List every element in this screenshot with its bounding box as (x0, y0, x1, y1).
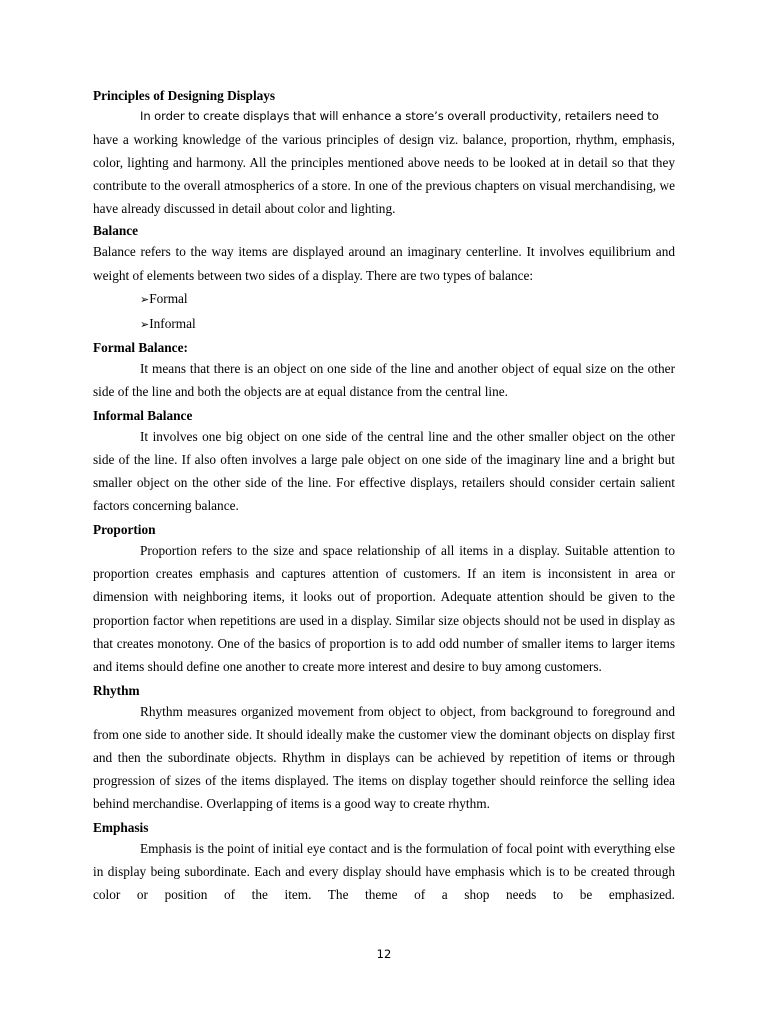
proportion-paragraph: Proportion refers to the size and space relationship of all items in a display. Suitable attention to proportion creates emphasis and captures attention of customers. If an item is inconsistent in area or dimension with neighboring items, it looks out of proportion. Adequate attention should be given to the proportion factor when repetitions are used in a display. Similar size objects should not be used in display as that creates monotony. One of the basics of proportion is to add odd number of smaller items to larger items and items should define one another to create more interest and desire to buy among customers. (93, 543, 675, 674)
list-item (140, 312, 675, 337)
heading-formal-balance: Formal Balance: (93, 339, 188, 355)
formal-balance-paragraph: It means that there is an object on one side of the line and another object of equal size on the other side of the line and both the objects are at equal distance from the central line. (93, 360, 675, 399)
list-item (140, 287, 675, 312)
rhythm-paragraph: Rhythm measures organized movement from object to object, from background to foreground and from one side to another side. It should ideally make the customer view the dominant objects on display first and then the subordinate objects. Rhythm in displays can be achieved by repetition of items or through progression of sizes of the items displayed. The items on display together should reinforce the selling idea behind merchandise. Overlapping of items is a good way to create rhythm. (93, 703, 675, 812)
list-item-label: Informal (149, 315, 196, 331)
heading-informal-balance: Informal Balance (93, 407, 193, 423)
list-item-label: Formal (149, 290, 188, 306)
balance-types-list (93, 287, 675, 337)
balance-paragraph: Balance refers to the way items are displayed around an imaginary centerline. It involves equilibrium and weight of elements between two sides of a display. There are two types of balance: (93, 244, 675, 283)
principles-body: have a working knowledge of the various principles of design viz. balance, proportion, rhythm, emphasis, color, lighting and harmony. All the principles mentioned above needs to be looked at in detail so that they contribute to the overall atmospherics of a store. In one of the previous chapters on visual merchandising, we have already discussed in detail about color and lighting. (93, 132, 675, 217)
arrow-bullet-icon: ➢ (140, 292, 150, 306)
page-number: 12 (376, 947, 392, 961)
informal-balance-paragraph: It involves one big object on one side of the central line and the other smaller object on the other side of the line. If also often involves a large pale object on one side of the imaginary line and a bright but smaller object on the other side of the line. For effective displays, retailers should consider certain salient factors concerning balance. (93, 428, 675, 514)
page-content (93, 87, 675, 907)
arrow-bullet-icon: ➢ (140, 317, 150, 331)
principles-paragraph (93, 105, 675, 220)
emphasis-paragraph: Emphasis is the point of initial eye contact and is the formulation of focal point with everything else in display being subordinate. Each and every display should have emphasis which is to be created through color or position of the item. The theme of a shop needs to be emphasized. (93, 841, 675, 903)
heading-balance: Balance (93, 223, 139, 239)
heading-principles: Principles of Designing Displays (93, 88, 276, 103)
heading-emphasis: Emphasis (93, 820, 149, 836)
heading-proportion: Proportion (93, 522, 156, 538)
principles-intro-line: In order to create displays that will enhance a store’s overall productivity, retailers need to (140, 109, 659, 123)
heading-rhythm: Rhythm (93, 682, 140, 698)
